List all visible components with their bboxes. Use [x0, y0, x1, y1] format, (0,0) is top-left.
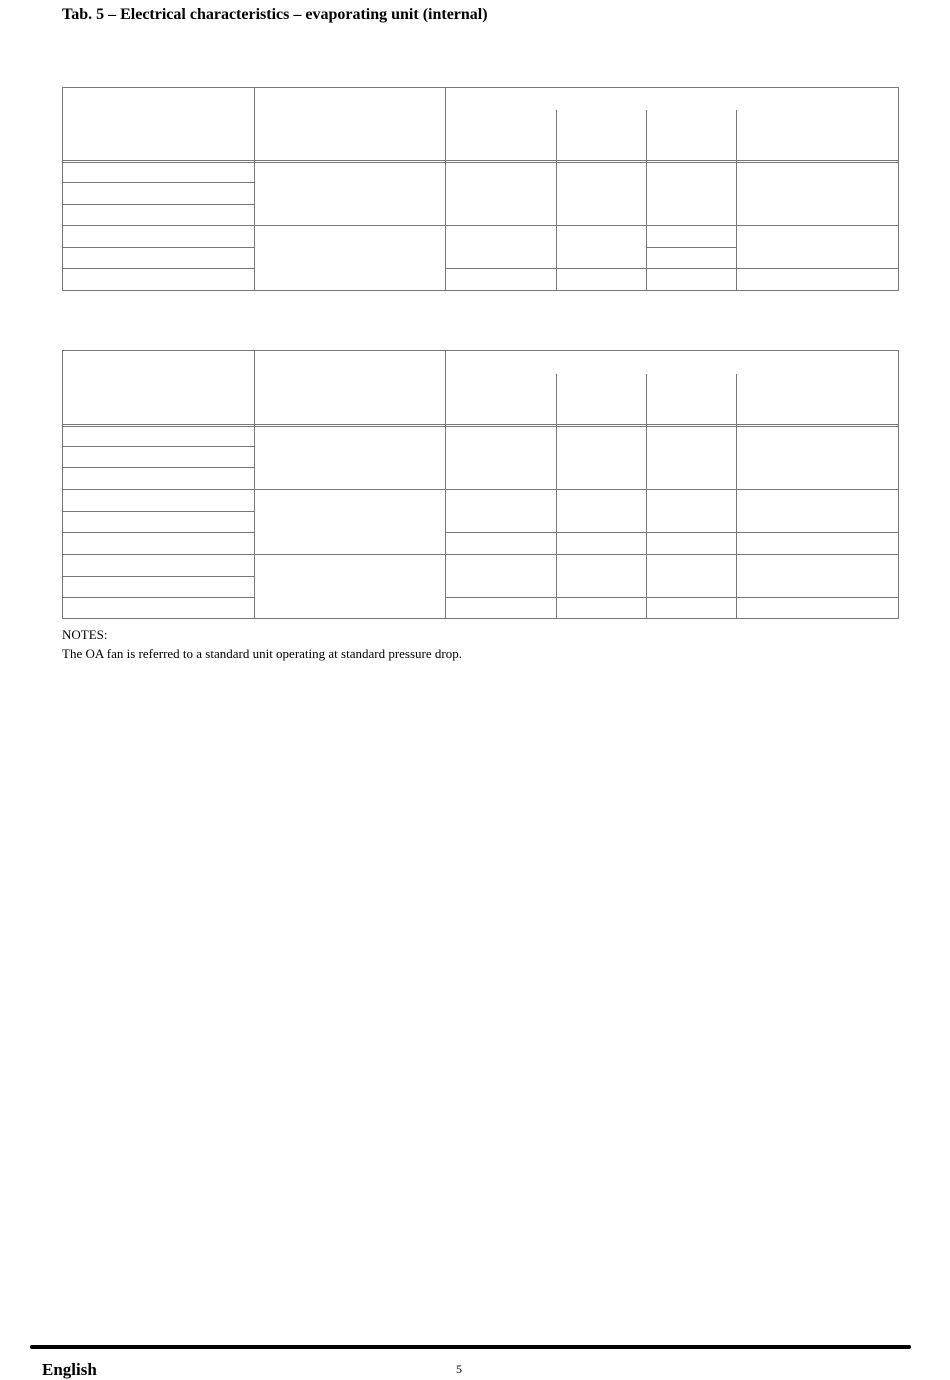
table-rule [62, 424, 899, 425]
table-rule [62, 204, 254, 205]
footer-rule [30, 1345, 911, 1349]
notes-text: The OA fan is referred to a standard unit operating at standard pressure drop. [62, 646, 462, 661]
notes-heading: NOTES: [62, 627, 108, 642]
table-rule [62, 489, 899, 490]
table-rule [62, 87, 63, 291]
table-rule [62, 576, 254, 577]
table-rule [556, 110, 557, 291]
table-rule [62, 532, 254, 533]
table-rule [62, 160, 899, 161]
table-rule [445, 350, 446, 619]
table-rule [898, 350, 899, 619]
electrical-table-1 [62, 87, 899, 291]
table-rule [646, 110, 647, 291]
table-rule [62, 618, 899, 619]
table-rule [62, 426, 899, 427]
table-rule [445, 597, 899, 598]
table-rule [62, 87, 899, 88]
table-rule [445, 268, 899, 269]
table-title: Tab. 5 – Electrical characteristics – evaporating unit (internal) [62, 6, 488, 23]
table-rule [445, 87, 446, 291]
page-number: 5 [456, 1362, 462, 1376]
table-rule [62, 182, 254, 183]
notes-section [62, 625, 462, 663]
table-rule [62, 597, 254, 598]
table-rule [62, 162, 899, 163]
table-rule [62, 446, 254, 447]
table-rule [62, 511, 254, 512]
table-rule [62, 554, 899, 555]
table-rule [254, 87, 255, 291]
table-rule [445, 532, 899, 533]
table-rule [736, 110, 737, 291]
table-rule [62, 467, 254, 468]
table-rule [62, 350, 63, 619]
table-rule [736, 374, 737, 619]
table-rule [62, 225, 899, 226]
table-rule [556, 374, 557, 619]
table-rule [646, 374, 647, 619]
table-rule [62, 247, 254, 248]
table-rule [62, 268, 254, 269]
electrical-table-2 [62, 350, 899, 619]
table-rule [62, 290, 899, 291]
footer-language: English [42, 1360, 97, 1379]
table-rule [62, 350, 899, 351]
table-rule [898, 87, 899, 291]
table-rule [254, 350, 255, 619]
table-rule [646, 247, 736, 248]
